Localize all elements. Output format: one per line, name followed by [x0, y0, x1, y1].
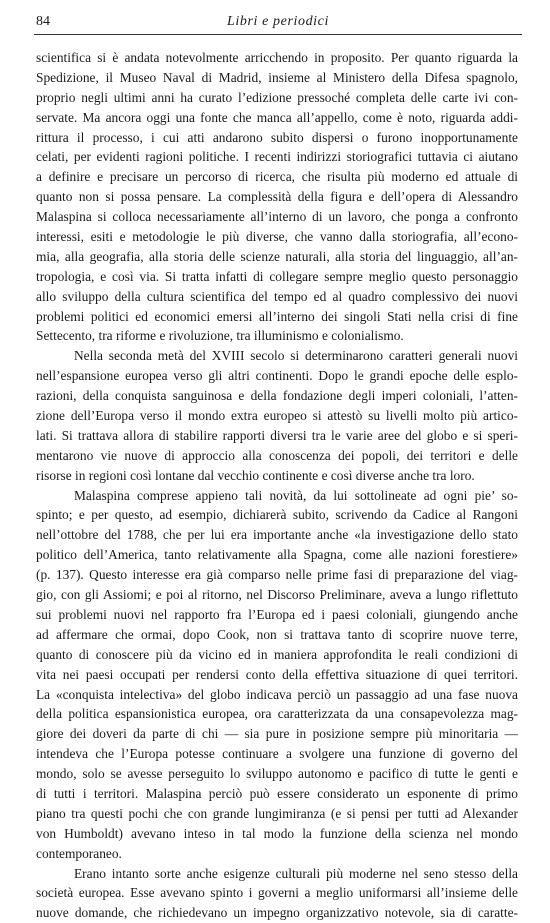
- text-line: giore dei doveri da parte di chi — sia pure in posizione sempre più minoritaria —: [36, 726, 518, 742]
- text-line: piano tra questi pochi che con grande lungimiranza (e si pensi per tutti ad Alexander: [36, 805, 518, 821]
- text-line: quanto di conoscere più da vicino ed in maniera approfondita le reali condizioni di: [36, 646, 518, 662]
- text-line: sui problemi nuovi nel rapporto fra l’Europa ed i paesi coloniali, giungendo anche: [36, 606, 518, 622]
- text-line: Spedizione, il Museo Naval di Madrid, insieme al Ministero della Difesa spagnolo,: [36, 69, 518, 85]
- text-line: (p. 137). Questo interesse era già comparso nelle prime fasi di preparazione del viag-: [36, 567, 518, 583]
- text-line: razioni, della conquista sanguinosa e della fondazione degli imperi coloniali, l’atten-: [36, 388, 518, 404]
- text-line: politico dell’America, tanto relativamente alla Spagna, come alle nazioni forestiere»: [36, 547, 518, 563]
- text-line: della politica espansionistica europea, ora caratterizzata da una consapevolezza mag-: [36, 706, 518, 722]
- page-number: 84: [36, 14, 50, 29]
- text-line: gio, con gli Assiomi; e poi al ritorno, nel Discorso Preliminare, aveva a lungo riflettuto: [36, 587, 518, 603]
- text-line: risorse in regioni così lontane dal vecchio continente e così diverse anche tra loro.: [36, 467, 475, 483]
- text-line: intendeva che l’Europa potesse continuare a svolgere una funzione di governo del: [36, 746, 518, 762]
- text-line: lati. Si trattava allora di stabilire rapporti diversi tra le varie aree del globo e si speri-: [36, 427, 518, 443]
- text-line: Erano intanto sorte anche esigenze culturali più moderne nel seno stesso della: [74, 865, 518, 881]
- text-line: Malaspina si colloca necessariamente all’interno di un lavoro, che ponga a confronto: [36, 209, 518, 225]
- text-line: von Humboldt) avevano inteso in tal modo la funzione della scienza nel mondo: [36, 825, 518, 841]
- text-line: mentarono vie nuove di approccio alla conoscenza dei popoli, dei territori e delle: [36, 447, 518, 463]
- text-line: a definire e precisare un percorso di ricerca, che risulta più moderno ed attuale di: [36, 169, 518, 185]
- text-line: nell’espansione europea verso gli altri continenti. Dopo le grandi epoche delle esplo-: [36, 368, 518, 384]
- text-line: mondo, solo se avesse perseguito lo sviluppo autonomo e pacifico di tutte le genti e: [36, 766, 518, 782]
- page-header: [34, 12, 522, 35]
- text-line: Malaspina comprese appieno tali novità, da lui sottolineate ad ogni pie’ so-: [74, 487, 518, 503]
- running-head: Libri e periodici: [227, 14, 329, 29]
- text-line: vita nei paesi occupati per rendersi conto della effettiva situazione di quei territori.: [36, 666, 518, 682]
- text-line: servate. Ma ancora oggi una fonte che manca all’appello, come è noto, riguarda addi-: [36, 109, 518, 125]
- body-text: [36, 48, 518, 923]
- text-line: proprio negli ultimi anni ha curato l’edizione pressoché completa delle carte ivi con-: [36, 89, 518, 105]
- text-line: La «conquista intelectiva» del globo indicava perciò un passaggio ad una fase nuova: [36, 686, 518, 702]
- text-line: zione dell’Europa verso il mondo extra europeo si attestò su livelli molto più artico-: [36, 408, 518, 424]
- text-line: interessi, esiti e metodologie le più diverse, che vanno dalla storiografia, all’econo-: [36, 229, 518, 245]
- text-line: allo sviluppo della cultura scientifica del tempo ed al quadro complessivo dei nuovi: [36, 288, 518, 304]
- text-line: rittura il processo, i cui atti andarono subito dispersi o furono inopportunamente: [36, 129, 518, 145]
- text-line: Settecento, tra riforme e rivoluzione, tra illuminismo e colonialismo.: [36, 328, 404, 344]
- text-line: di tutti i territori. Malaspina perciò può essere considerato un esponente di primo: [36, 785, 518, 801]
- text-line: Nella seconda metà del XVIII secolo si determinarono caratteri generali nuovi: [74, 348, 518, 364]
- text-line: contemporaneo.: [36, 845, 122, 861]
- text-line: celati, per evidenti ragioni politiche. I recenti indirizzi storiografici tuttavia ci aiutano: [36, 149, 518, 165]
- text-line: spinto; e per questo, ad esempio, dichiarerà subito, scrivendo da Cadice al Rangoni: [36, 507, 518, 523]
- text-line: problemi politici ed economici emersi all’interno dei singoli Stati nella crisi di fine: [36, 308, 518, 324]
- text-line: nuove domande, che richiedevano un impegno organizzativo notevole, sia di caratte-: [36, 905, 518, 921]
- text-line: tropologia, e così via. Si tratta infatti di collegare sempre meglio questo personaggio: [36, 268, 518, 284]
- text-line: società europea. Esse avevano spinto i governi a meglio uniformarsi all’insieme delle: [36, 885, 518, 901]
- text-line: nell’ottobre del 1788, che per lui era importante anche «la investigazione dello stato: [36, 527, 518, 543]
- text-line: mia, alla geografia, alla storia delle scienze naturali, alla storia del linguaggio, all’an-: [36, 248, 518, 264]
- text-line: scientifica si è andata notevolmente arricchendo in proposito. Per quanto riguarda la: [36, 50, 518, 65]
- text-line: ad affermare che ormai, dopo Cook, non si trattava tanto di scoprire nuove terre,: [36, 626, 518, 642]
- text-line: quanto non si possa pensare. La complessità della figura e dell’opera di Alessandro: [36, 189, 518, 205]
